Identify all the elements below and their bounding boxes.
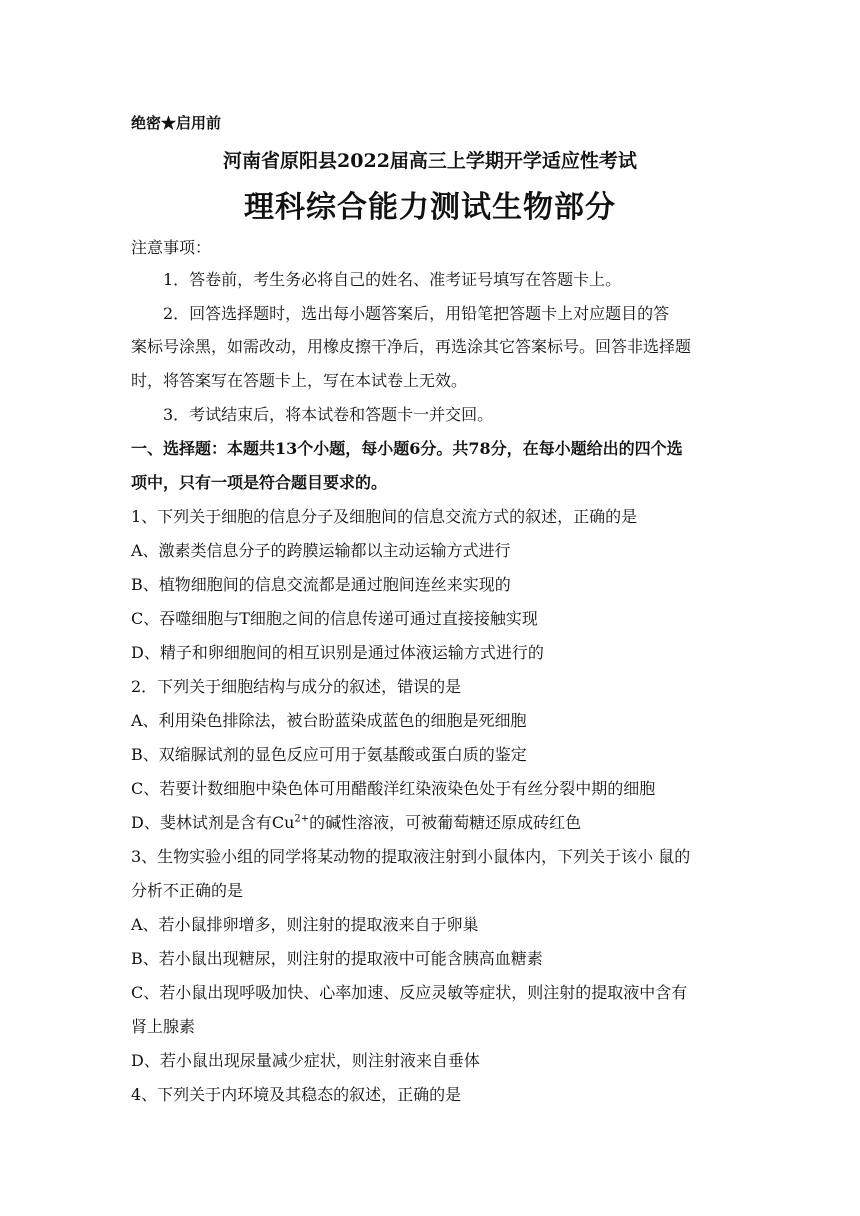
question-3-stem-line-1: 3、生物实验小组的同学将某动物的提取液注射到小鼠体内，下列关于该小 鼠的: [131, 847, 691, 866]
question-1-option-b: B、植物细胞间的信息交流都是通过胞间连丝来实现的: [131, 575, 511, 594]
question-2-stem: 2．下列关于细胞结构与成分的叙述，错误的是: [131, 677, 462, 696]
exam-subtitle: 理科综合能力测试生物部分: [244, 190, 616, 225]
question-2-option-d-text-end: 的碱性溶液，可被葡萄糖还原成砖红色: [309, 813, 582, 832]
question-3-option-a: A、若小鼠排卵增多，则注射的提取液来自于卵巢: [131, 915, 479, 934]
notice-item-3: 3．考试结束后，将本试卷和答题卡一并交回。: [163, 405, 494, 424]
section-heading-line-2: 项中，只有一项是符合题目要求的。: [131, 473, 388, 492]
question-2-option-d: [131, 812, 581, 834]
question-3-option-d: D、若小鼠出现尿量减少症状，则注射液来自垂体: [131, 1051, 480, 1070]
question-1-stem: 1、下列关于细胞的信息分子及细胞间的信息交流方式的叙述，正确的是: [131, 507, 638, 526]
ion-charge-superscript: 2+: [294, 813, 310, 825]
notice-item-1: 1．答卷前，考生务必将自己的姓名、准考证号填写在答题卡上。: [163, 270, 622, 289]
notice-item-2-line-2: 案标号涂黑，如需改动，用橡皮擦干净后，再选涂其它答案标号。回答非选择题: [131, 337, 692, 356]
question-2-option-c: C、若要计数细胞中染色体可用醋酸洋红染液染色处于有丝分裂中期的细胞: [131, 779, 656, 798]
question-3-stem-line-2: 分析不正确的是: [131, 881, 244, 900]
question-3-option-b: B、若小鼠出现糖尿，则注射的提取液中可能含胰高血糖素: [131, 949, 543, 968]
question-1-option-c: C、吞噬细胞与T细胞之间的信息传递可通过直接接触实现: [131, 609, 538, 628]
question-4-stem: 4、下列关于内环境及其稳态的叙述，正确的是: [131, 1085, 462, 1104]
notice-heading: 注意事项：: [131, 238, 212, 257]
question-2-option-d-text-start: D、斐林试剂是含有Cu: [131, 813, 295, 832]
question-2-option-a: A、利用染色排除法，被台盼蓝染成蓝色的细胞是死细胞: [131, 711, 527, 730]
section-heading-line-1: 一、选择题：本题共13个小题，每小题6分。共78分，在每小题给出的四个选: [131, 439, 683, 458]
question-3-option-c-line-2: 肾上腺素: [131, 1017, 196, 1036]
secret-mark: 绝密★启用前: [131, 114, 222, 132]
notice-item-2-line-1: 2．回答选择题时，选出每小题答案后，用铅笔把答题卡上对应题目的答: [163, 304, 670, 323]
question-1-option-a: A、激素类信息分子的跨膜运输都以主动运输方式进行: [131, 541, 511, 560]
notice-item-2-line-3: 时，将答案写在答题卡上，写在本试卷上无效。: [131, 371, 468, 390]
exam-title: 河南省原阳县2022届高三上学期开学适应性考试: [223, 150, 637, 172]
question-3-option-c-line-1: C、若小鼠出现呼吸加快、心率加速、反应灵敏等症状，则注射的提取液中含有: [131, 983, 688, 1002]
question-1-option-d: D、精子和卵细胞间的相互识别是通过体液运输方式进行的: [131, 643, 544, 662]
question-2-option-b: B、双缩脲试剂的显色反应可用于氨基酸或蛋白质的鉴定: [131, 745, 527, 764]
